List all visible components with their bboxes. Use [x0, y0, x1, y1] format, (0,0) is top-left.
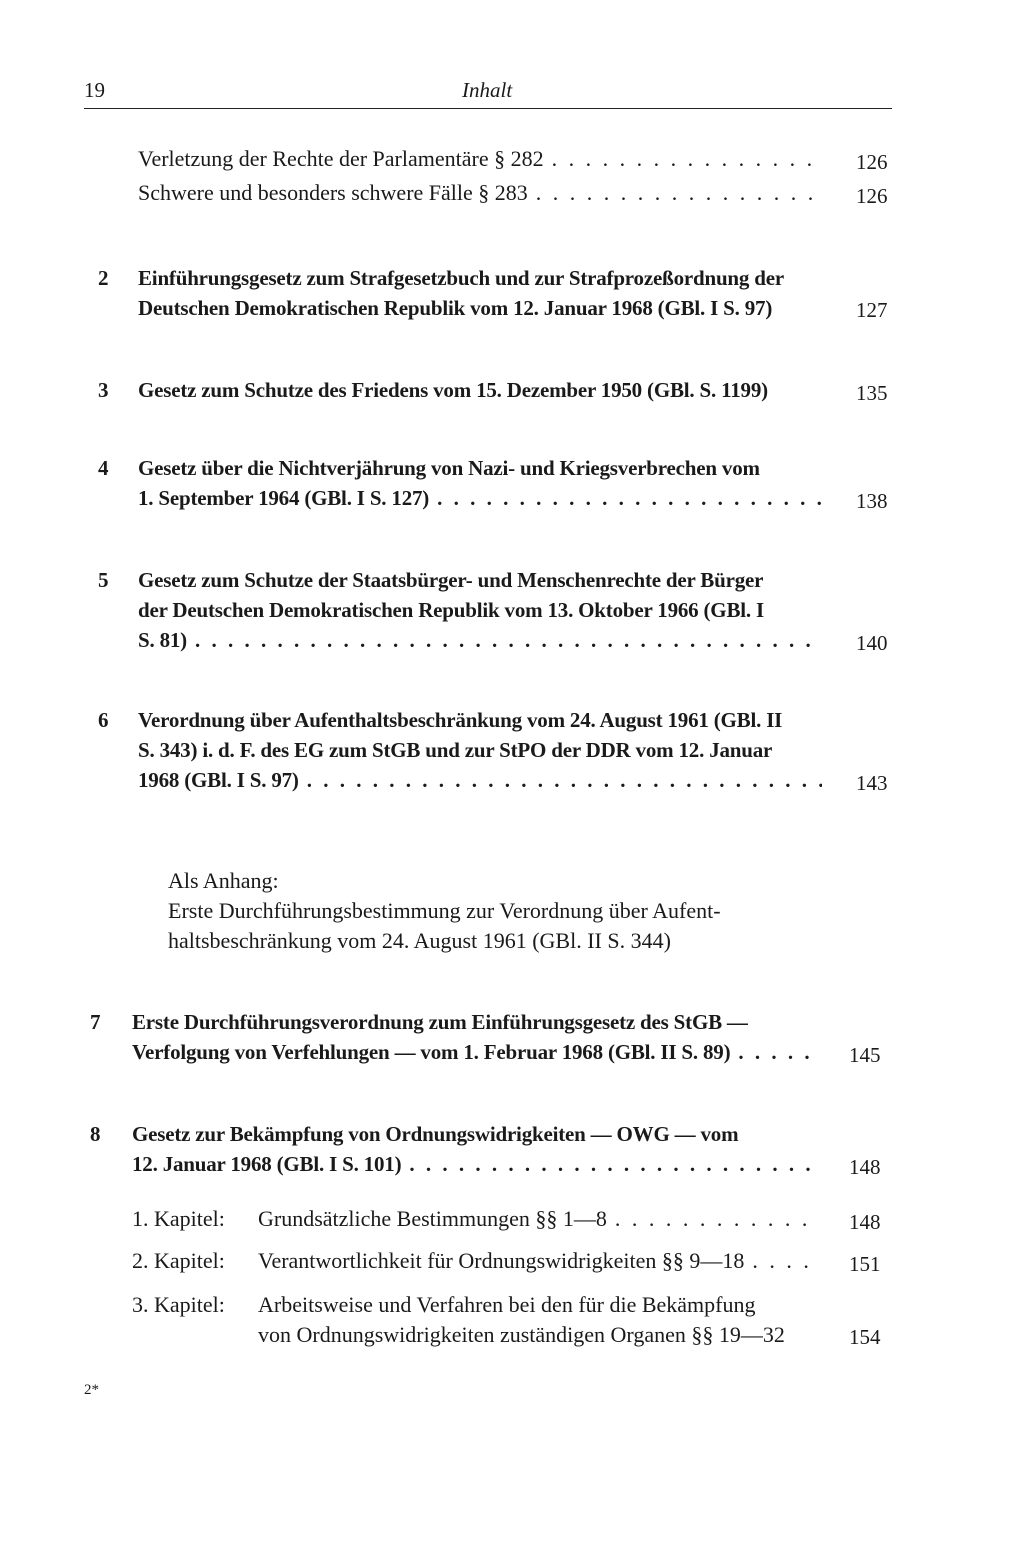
- appendix-line: Erste Durchführungsbestimmung zur Verordnung über Aufent-: [168, 898, 721, 923]
- entry-number: 3: [98, 378, 109, 402]
- chapter-label: 1. Kapitel:: [132, 1206, 225, 1231]
- entry-number: 5: [98, 568, 109, 592]
- dot-leader: [307, 768, 822, 793]
- chapter-label: 3. Kapitel:: [132, 1292, 225, 1317]
- dot-leader: [752, 1248, 816, 1274]
- entry-line: Gesetz über die Nichtverjährung von Nazi- und Kriegsverbrechen vom: [138, 456, 760, 480]
- entry-number: 2: [98, 266, 109, 290]
- page-number: 19: [84, 78, 105, 102]
- appendix-line: haltsbeschränkung vom 24. August 1961 (GBl. II S. 344): [168, 928, 671, 953]
- chapter-line: von Ordnungswidrigkeiten zuständigen Organen §§ 19—32: [258, 1322, 785, 1347]
- entry-page: 145: [849, 1043, 881, 1067]
- dot-leader: [552, 146, 822, 172]
- entry-page: 143: [856, 771, 888, 795]
- signature-mark: 2*: [84, 1382, 99, 1398]
- entry-number: 4: [98, 456, 109, 480]
- entry-page: 127: [856, 298, 888, 322]
- entry-line: S. 343) i. d. F. des EG zum StGB und zur StPO der DDR vom 12. Januar: [138, 738, 773, 762]
- chapter-label: 2. Kapitel:: [132, 1248, 225, 1273]
- entry-line-with-leader: Verfolgung von Verfehlungen — vom 1. Februar 1968 (GBl. II S. 89) . . .: [132, 1040, 822, 1065]
- dot-leader: [738, 1040, 816, 1065]
- entry-line: Verordnung über Aufenthaltsbeschränkung vom 24. August 1961 (GBl. II: [138, 708, 783, 732]
- entry-page: 148: [849, 1155, 881, 1179]
- chapter-page: 154: [849, 1325, 881, 1349]
- entry-line-with-leader: 12. Januar 1968 (GBl. I S. 101) . . .: [132, 1152, 822, 1177]
- entry-page: 138: [856, 489, 888, 513]
- entry-line: Einführungsgesetz zum Strafgesetzbuch und zur Strafprozeßordnung der: [138, 266, 784, 290]
- entry-page: 135: [856, 381, 888, 405]
- dot-leader: [437, 486, 822, 511]
- dot-leader: [409, 1152, 816, 1177]
- entry-line: der Deutschen Demokratischen Republik vom 13. Oktober 1966 (GBl. I: [138, 598, 764, 622]
- chapter-page: 148: [849, 1210, 881, 1234]
- toc-page: 126: [856, 184, 888, 208]
- entry-line: Erste Durchführungsverordnung zum Einführungsgesetz des StGB —: [132, 1010, 748, 1034]
- entry-number: 8: [90, 1122, 101, 1146]
- entry-line: Gesetz zum Schutze der Staatsbürger- und Menschenrechte der Bürger: [138, 568, 764, 592]
- header-rule: [84, 108, 892, 109]
- entry-line: Gesetz zur Bekämpfung von Ordnungswidrigkeiten — OWG — vom: [132, 1122, 739, 1146]
- entry-number: 7: [90, 1010, 101, 1034]
- toc-item-schwere-faelle: Schwere und besonders schwere Fälle § 283 . . .: [138, 180, 828, 206]
- toc-page: 126: [856, 150, 888, 174]
- dot-leader: [536, 180, 822, 206]
- entry-page: 140: [856, 631, 888, 655]
- running-head: Inhalt: [462, 78, 513, 102]
- dot-leader: [195, 628, 822, 653]
- chapter-line: Arbeitsweise und Verfahren bei den für die Bekämpfung: [258, 1292, 756, 1317]
- chapter-line-with-leader: Verantwortlichkeit für Ordnungswidrigkeiten §§ 9—18 . . .: [258, 1248, 822, 1274]
- entry-line-with-leader: 1. September 1964 (GBl. I S. 127) . . .: [138, 486, 828, 511]
- chapter-page: 151: [849, 1252, 881, 1276]
- appendix-label: Als Anhang:: [168, 868, 279, 893]
- entry-line-with-leader: 1968 (GBl. I S. 97) . . .: [138, 768, 828, 793]
- entry-number: 6: [98, 708, 109, 732]
- chapter-line-with-leader: Grundsätzliche Bestimmungen §§ 1—8 . . .: [258, 1206, 822, 1232]
- dot-leader: [615, 1206, 816, 1232]
- entry-line-with-leader: S. 81) . . .: [138, 628, 828, 653]
- entry-line: Gesetz zum Schutze des Friedens vom 15. Dezember 1950 (GBl. S. 1199): [138, 378, 768, 402]
- entry-line: Deutschen Demokratischen Republik vom 12. Januar 1968 (GBl. I S. 97): [138, 296, 773, 320]
- toc-item-parlamentaere: Verletzung der Rechte der Parlamentäre § 282 . . .: [138, 146, 828, 172]
